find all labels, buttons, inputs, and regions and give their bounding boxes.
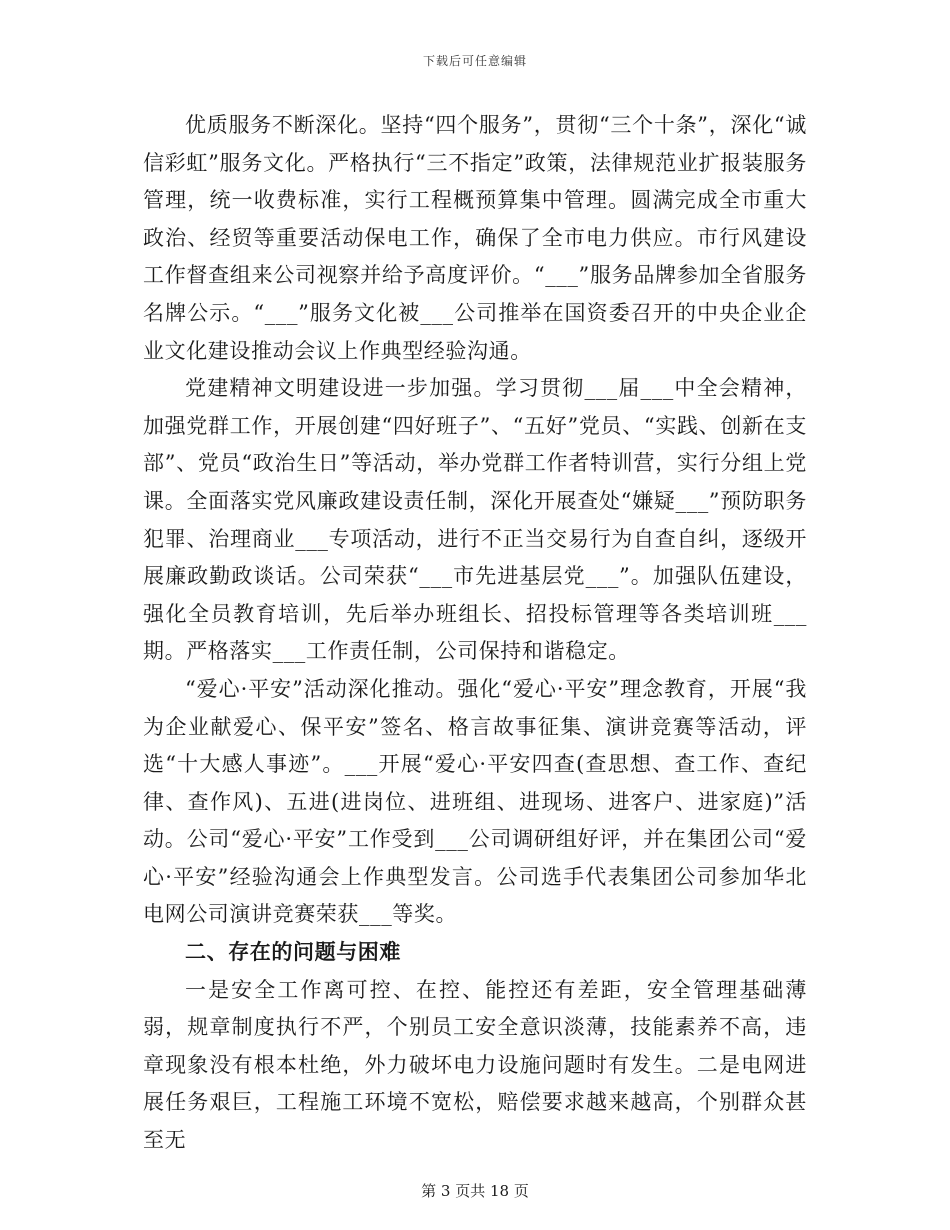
- paragraph-problems: 一是安全工作离可控、在控、能控还有差距，安全管理基础薄弱，规章制度执行不严，个别员工安全意识淡薄，技能素养不高，违章现象没有根本杜绝，外力破坏电力设施问题时有发生。二是电网进展任务艰巨，工程施工环境不宽松，赔偿要求越来越高，个别群众甚至无: [143, 977, 807, 1153]
- page-header: 下载后可任意编辑: [422, 54, 527, 68]
- document-body: [143, 107, 807, 1160]
- paragraph-party-building: 党建精神文明建设进一步加强。学习贯彻___届___中全会精神，加强党群工作，开展创建“四好班子”、“五好”党员、“实践、创新在支部”、党员“政治生日”等活动，举办党群工作者特训营，实行分组上党课。全面落实党风廉政建设责任制，深化开展查处“嫌疑___”预防职务犯罪、治理商业___专项活动，进行不正当交易行为自查自纠，逐级开展廉政勤政谈话。公司荣获“___市先进基层党___”。加强队伍建设，强化全员教育培训，先后举办班组长、招投标管理等各类培训班___期。严格落实___工作责任制，公司保持和谐稳定。: [143, 376, 807, 664]
- section-heading: 二、存在的问题与困难: [185, 940, 401, 965]
- page-number: 第 3 页共 18 页: [421, 1182, 529, 1200]
- paragraph-love-safety: “爱心·平安”活动深化推动。强化“爱心·平安”理念教育，开展“我为企业献爱心、保平安”签名、格言故事征集、演讲竞赛等活动，评选“十大感人事迹”。___开展“爱心·平安四查(查思想、查工作、查纪律、查作风)、五进(进岗位、进班组、进现场、进客户、进家庭)”活动。公司“爱心·平安”工作受到___公司调研组好评，并在集团公司“爱心·平安”经验沟通会上作典型发言。公司选手代表集团公司参加华北电网公司演讲竞赛荣获___等奖。: [143, 676, 807, 927]
- paragraph-quality-service: 优质服务不断深化。坚持“四个服务”，贯彻“三个十条”，深化“诚信彩虹”服务文化。严格执行“三不指定”政策，法律规范业扩报装服务管理，统一收费标准，实行工程概预算集中管理。圆满完成全市重大政治、经贸等重要活动保电工作，确保了全市电力供应。市行风建设工作督查组来公司视察并给予高度评价。“___”服务品牌参加全省服务名牌公示。“___”服务文化被___公司推举在国资委召开的中央企业企业文化建设推动会议上作典型经验沟通。: [143, 113, 807, 363]
